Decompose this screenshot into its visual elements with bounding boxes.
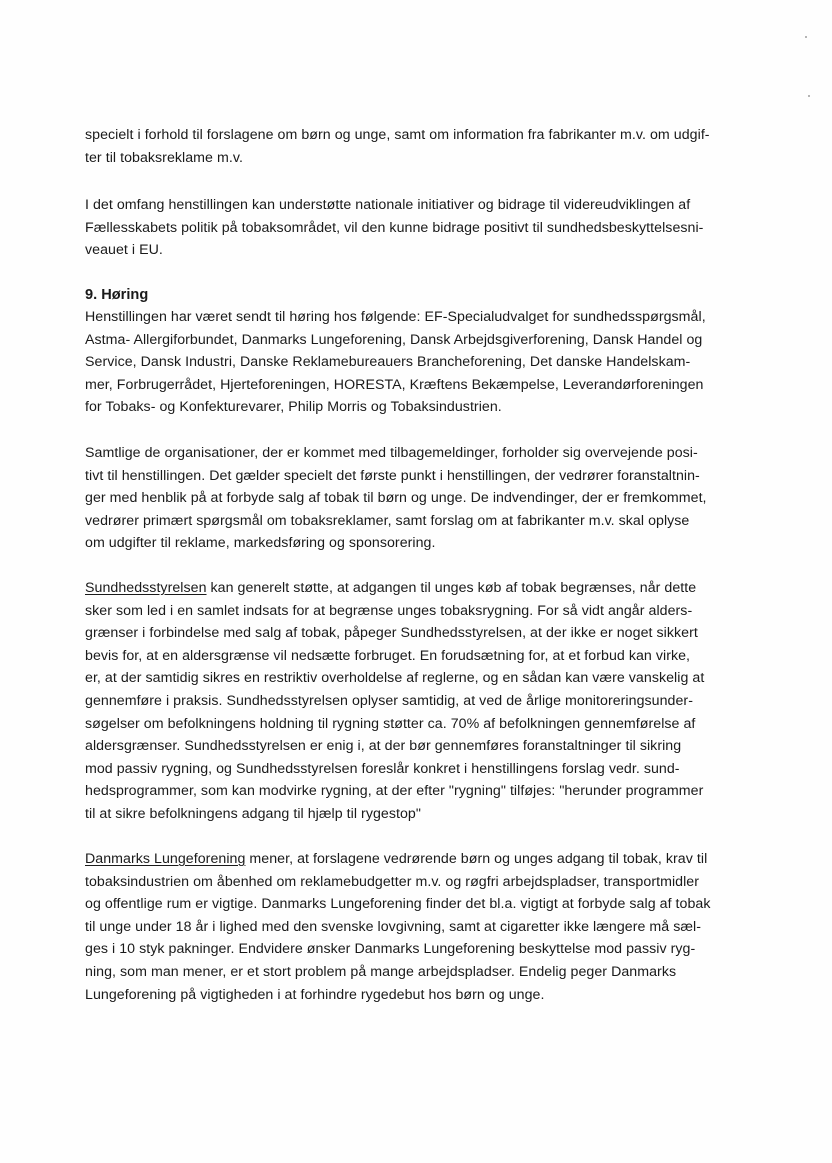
text-line: og offentlige rum er vigtige. Danmarks Lungeforening finder det bl.a. vigtigt at forbyde salg af tobak [85, 896, 711, 913]
paragraph-danmarks-lungeforening [85, 848, 765, 1006]
organisation-name: Sundhedsstyrelsen [85, 580, 207, 596]
text-line: Samtlige de organisationer, der er kommet med tilbagemeldinger, forholder sig overvejende posi- [85, 445, 698, 461]
text-line: I det omfang henstillingen kan understøtte nationale initiativer og bidrage til videreudviklingen af [85, 197, 691, 213]
text-line: sker som led i en samlet indsats for at begrænse unges tobaksrygning. For så vidt angår alders- [85, 602, 693, 619]
section-heading: 9. Høring [85, 287, 149, 303]
text-line: om udgifter til reklame, markedsføring og sponsorering. [85, 535, 436, 552]
text-line: mer, Forbrugerrådet, Hjerteforeningen, HORESTA, Kræftens Bekæmpelse, Leverandørforeningen [85, 376, 704, 393]
paragraph-sundhedsstyrelsen [85, 577, 765, 826]
text-line [85, 577, 765, 600]
text-line: ter til tobaksreklame m.v. [85, 149, 243, 166]
text-line: mod passiv rygning, og Sundhedsstyrelsen foreslår konkret i henstillingens forslag vedr. sund- [85, 760, 680, 777]
text-line: Service, Dansk Industri, Danske Reklamebureauers Brancheforening, Det danske Handelskam- [85, 354, 691, 371]
text-line: ger med henblik på at forbyde salg af tobak til børn og unge. De indvendinger, der er fremkommet, [85, 490, 707, 507]
text-line: er, at der samtidig sikres en restriktiv overholdelse af reglerne, og en sådan kan være vanskelig at [85, 670, 705, 687]
text-line: ning, som man mener, er et stort problem på mange arbejdspladser. Endelig peger Danmarks [85, 963, 677, 980]
text-line: søgelser om befolkningens holdning til rygning støtter ca. 70% af befolkningen gennemførelse af [85, 715, 696, 732]
text-line: tivt til henstillingen. Det gælder specielt det første punkt i henstillingen, der vedrører foranstaltnin- [85, 467, 700, 484]
organisation-name: Danmarks Lungeforening [85, 851, 246, 867]
paragraph-consultation-list [85, 306, 765, 419]
text-line: Astma- Allergiforbundet, Danmarks Lungeforening, Dansk Arbejdsgiverforening, Dansk Handel og [85, 331, 703, 348]
text-line: tobaksindustrien om åbenhed om reklamebudgetter m.v. og røgfri arbejdspladser, transportmidler [85, 873, 700, 890]
text-line: veauet i EU. [85, 242, 163, 259]
text-line: for Tobaks- og Konfekturevarer, Philip Morris og Tobaksindustrien. [85, 399, 502, 416]
text-line: til unge under 18 år i lighed med den svenske lovgivning, samt at cigaretter ikke længere må sæl- [85, 918, 702, 935]
paragraph-continuation [85, 124, 765, 169]
text-line: grænser i forbindelse med salg af tobak, påpeger Sundhedsstyrelsen, at der ikke er noget sikkert [85, 625, 698, 642]
text-line: bevis for, at en aldersgrænse vil nedsætte forbruget. En forudsætning for, at et forbud kan virke, [85, 647, 691, 664]
scan-speck [805, 36, 807, 38]
text-line: Henstillingen har været sendt til høring hos følgende: EF-Specialudvalget for sundhedsspørgsmål, [85, 309, 706, 325]
text-line: aldersgrænser. Sundhedsstyrelsen er enig i, at der bør gennemføres foranstaltninger til sikring [85, 738, 682, 755]
text-line [85, 848, 765, 871]
text-line: specielt i forhold til forslagene om børn og unge, samt om information fra fabrikanter m.v. om udgif- [85, 127, 710, 143]
text-line: gennemføre i praksis. Sundhedsstyrelsen oplyser samtidig, at ved de årlige monitoreringsunder- [85, 692, 693, 709]
text-line: Fællesskabets politik på tobaksområdet, vil den kunne bidrage positivt til sundhedsbeskyttelsesni- [85, 219, 704, 236]
text-line: vedrører primært spørgsmål om tobaksreklamer, samt forslag om at fabrikanter m.v. skal oplyse [85, 512, 690, 529]
text-line: ges i 10 styk pakninger. Endvidere ønsker Danmarks Lungeforening beskyttelse mod passiv ryg- [85, 941, 696, 958]
paragraph-national-initiatives [85, 194, 765, 262]
scan-speck [808, 95, 810, 97]
text-line: hedsprogrammer, som kan modvirke rygning, at der efter "rygning" tilføjes: "herunder programmer [85, 783, 704, 800]
paragraph-organisations-response [85, 442, 765, 555]
text-line: Lungeforening på vigtigheden i at forhindre rygedebut hos børn og unge. [85, 986, 545, 1003]
text-fragment: kan generelt støtte, at adgangen til unges køb af tobak begrænses, når dette [206, 580, 697, 596]
text-line: til at sikre befolkningens adgang til hjælp til rygestop" [85, 805, 421, 822]
text-fragment: mener, at forslagene vedrørende børn og unges adgang til tobak, krav til [245, 851, 708, 867]
